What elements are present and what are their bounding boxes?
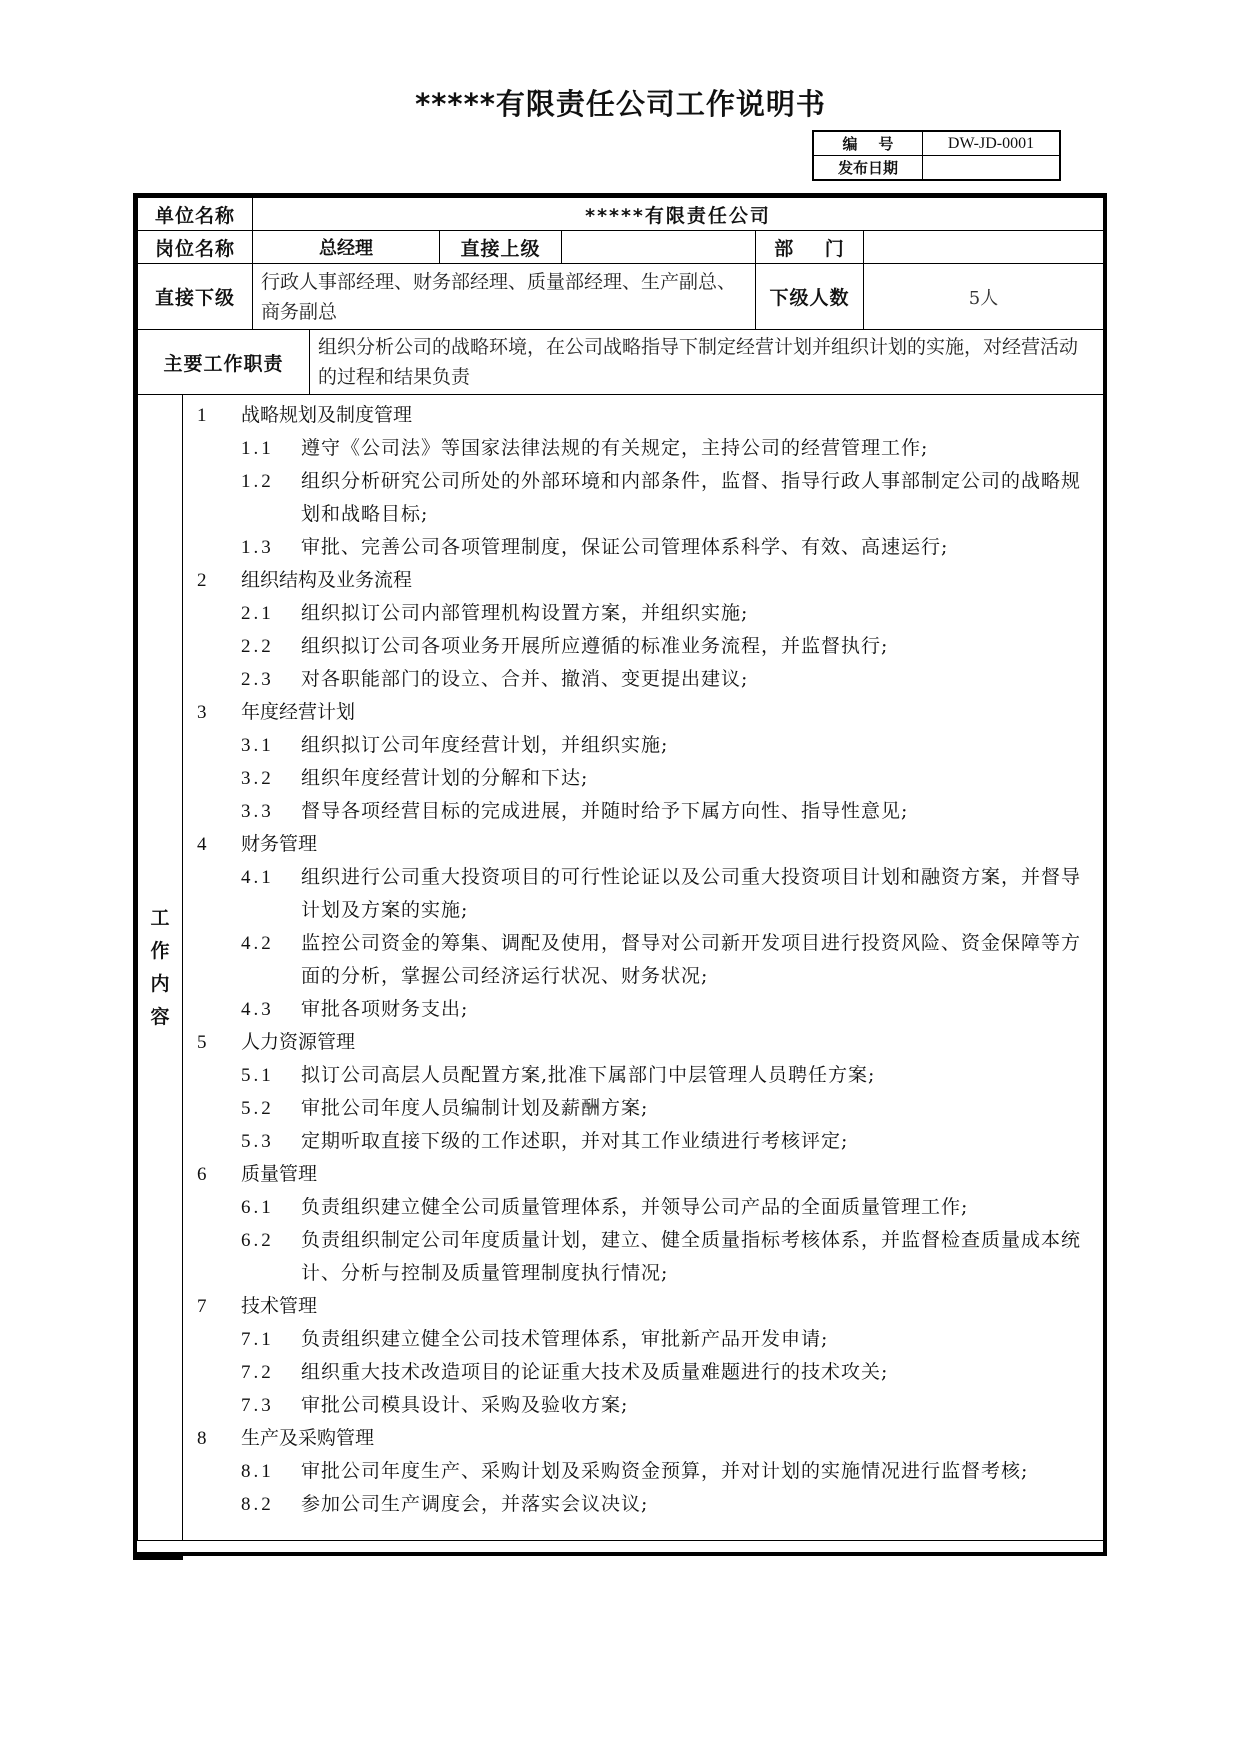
section-title: 组织结构及业务流程 [241, 569, 413, 591]
section-number: 4 [197, 834, 207, 855]
item-text: 组织分析研究公司所处的外部环境和内部条件，监督、指导行政人事部制定公司的战略规划和战略目标; [301, 470, 1082, 525]
subordinates-value: 行政人事部经理、财务部经理、质量部经理、生产副总、商务副总 [253, 264, 756, 330]
item-number: 1.2 [241, 471, 274, 492]
list-item [193, 465, 1093, 531]
list-item [193, 663, 1093, 696]
item-text: 组织年度经营计划的分解和下达; [301, 767, 589, 789]
item-text: 负责组织制定公司年度质量计划，建立、健全质量指标考核体系，并监督检查质量成本统计、分析与控制及质量管理制度执行情况; [301, 1229, 1082, 1284]
superior-value [562, 231, 756, 264]
item-text: 负责组织建立健全公司技术管理体系，审批新产品开发申请; [301, 1328, 829, 1350]
list-item [193, 531, 1093, 564]
section-heading [193, 828, 1093, 861]
document-title: *****有限责任公司工作说明书 [415, 87, 826, 121]
item-text: 负责组织建立健全公司质量管理体系，并领导公司产品的全面质量管理工作; [301, 1196, 969, 1218]
section-heading [193, 696, 1093, 729]
item-number: 5.2 [241, 1098, 274, 1119]
section-number: 1 [197, 405, 207, 426]
item-number: 2.2 [241, 636, 274, 657]
item-number: 6.2 [241, 1230, 274, 1251]
document-code-table [812, 130, 1061, 181]
item-text: 审批各项财务支出; [301, 998, 469, 1020]
list-item [193, 630, 1093, 663]
work-content-label [138, 395, 183, 1541]
section-title: 财务管理 [241, 833, 318, 855]
position-value: 总经理 [253, 231, 440, 264]
item-text: 监控公司资金的筹集、调配及使用，督导对公司新开发项目进行投资风险、资金保障等方面的分析，掌握公司经济运行状况、财务状况; [301, 932, 1082, 987]
work-content-label-text: 工作内容 [150, 906, 170, 1028]
list-item [193, 762, 1093, 795]
item-text: 督导各项经营目标的完成进展，并随时给予下属方向性、指导性意见; [301, 800, 909, 822]
list-item [193, 1389, 1093, 1422]
item-text: 对各职能部门的设立、合并、撤消、变更提出建议; [301, 668, 749, 690]
release-date-value [923, 156, 1061, 181]
section-number: 2 [197, 570, 207, 591]
item-text: 组织重大技术改造项目的论证重大技术及质量难题进行的技术攻关; [301, 1361, 889, 1383]
section-number: 7 [197, 1296, 207, 1317]
section-heading [193, 1290, 1093, 1323]
list-item [193, 861, 1093, 927]
list-item [193, 1455, 1093, 1488]
list-item [193, 1488, 1093, 1521]
department-label: 部 门 [756, 231, 864, 264]
item-number: 4.2 [241, 933, 274, 954]
section-heading [193, 564, 1093, 597]
item-number: 5.1 [241, 1065, 274, 1086]
section-number: 6 [197, 1164, 207, 1185]
section-number: 8 [197, 1428, 207, 1449]
item-text: 拟订公司高层人员配置方案,批准下属部门中层管理人员聘任方案; [301, 1064, 876, 1086]
section-title: 生产及采购管理 [241, 1427, 375, 1449]
item-text: 审批公司年度生产、采购计划及采购资金预算，并对计划的实施情况进行监督考核; [301, 1460, 1029, 1482]
position-label: 岗位名称 [138, 231, 253, 264]
item-text: 组织拟订公司各项业务开展所应遵循的标准业务流程，并监督执行; [301, 635, 889, 657]
release-date-label: 发布日期 [813, 156, 923, 181]
list-item [193, 597, 1093, 630]
item-number: 4.3 [241, 999, 274, 1020]
main-duty-value: 组织分析公司的战略环境，在公司战略指导下制定经营计划并组织计划的实施，对经营活动的过程和结果负责 [310, 330, 1104, 395]
list-item [193, 927, 1093, 993]
section-heading [193, 1422, 1093, 1455]
item-text: 组织拟订公司年度经营计划，并组织实施; [301, 734, 669, 756]
list-item [193, 729, 1093, 762]
item-text: 审批公司模具设计、采购及验收方案; [301, 1394, 629, 1416]
item-text: 组织进行公司重大投资项目的可行性论证以及公司重大投资项目计划和融资方案，并督导计划及方案的实施; [301, 866, 1082, 921]
item-number: 1.3 [241, 537, 274, 558]
unit-name-value: *****有限责任公司 [253, 198, 1104, 231]
item-number: 7.3 [241, 1395, 274, 1416]
footer-bar [133, 1556, 183, 1560]
item-number: 7.1 [241, 1329, 274, 1350]
list-item [193, 795, 1093, 828]
section-number: 5 [197, 1032, 207, 1053]
unit-name-label: 单位名称 [138, 198, 253, 231]
list-item [193, 1191, 1093, 1224]
item-number: 6.1 [241, 1197, 274, 1218]
section-title: 技术管理 [241, 1295, 318, 1317]
item-text: 参加公司生产调度会，并落实会议决议; [301, 1493, 649, 1515]
item-number: 4.1 [241, 867, 274, 888]
code-value: DW-JD-0001 [923, 131, 1061, 156]
list-item [193, 1125, 1093, 1158]
item-number: 8.1 [241, 1461, 274, 1482]
list-item [193, 1224, 1093, 1290]
department-value [864, 231, 1104, 264]
list-item [193, 432, 1093, 465]
section-heading [193, 1026, 1093, 1059]
item-text: 遵守《公司法》等国家法律法规的有关规定，主持公司的经营管理工作; [301, 437, 929, 459]
item-number: 1.1 [241, 438, 274, 459]
item-text: 审批公司年度人员编制计划及薪酬方案; [301, 1097, 649, 1119]
list-item [193, 1092, 1093, 1125]
subordinate-count-value: 5人 [864, 264, 1104, 330]
section-title: 质量管理 [241, 1163, 318, 1185]
section-title: 战略规划及制度管理 [241, 404, 413, 426]
item-text: 定期听取直接下级的工作述职，并对其工作业绩进行考核评定; [301, 1130, 849, 1152]
item-number: 3.2 [241, 768, 274, 789]
item-number: 7.2 [241, 1362, 274, 1383]
item-number: 8.2 [241, 1494, 274, 1515]
list-item [193, 1323, 1093, 1356]
subordinates-label: 直接下级 [138, 264, 253, 330]
section-title: 年度经营计划 [241, 701, 356, 723]
main-duty-label: 主要工作职责 [138, 330, 310, 395]
item-number: 3.1 [241, 735, 274, 756]
section-heading [193, 1158, 1093, 1191]
list-item [193, 1059, 1093, 1092]
item-number: 2.3 [241, 669, 274, 690]
item-number: 2.1 [241, 603, 274, 624]
work-content-list [183, 395, 1104, 1541]
section-number: 3 [197, 702, 207, 723]
section-title: 人力资源管理 [241, 1031, 356, 1053]
item-number: 5.3 [241, 1131, 274, 1152]
job-description-form [137, 197, 1103, 1541]
list-item [193, 993, 1093, 1026]
code-label: 编 号 [813, 131, 923, 156]
item-number: 3.3 [241, 801, 274, 822]
item-text: 审批、完善公司各项管理制度，保证公司管理体系科学、有效、高速运行; [301, 536, 949, 558]
list-item [193, 1356, 1093, 1389]
section-heading [193, 399, 1093, 432]
superior-label: 直接上级 [440, 231, 562, 264]
item-text: 组织拟订公司内部管理机构设置方案，并组织实施; [301, 602, 749, 624]
subordinate-count-label: 下级人数 [756, 264, 864, 330]
